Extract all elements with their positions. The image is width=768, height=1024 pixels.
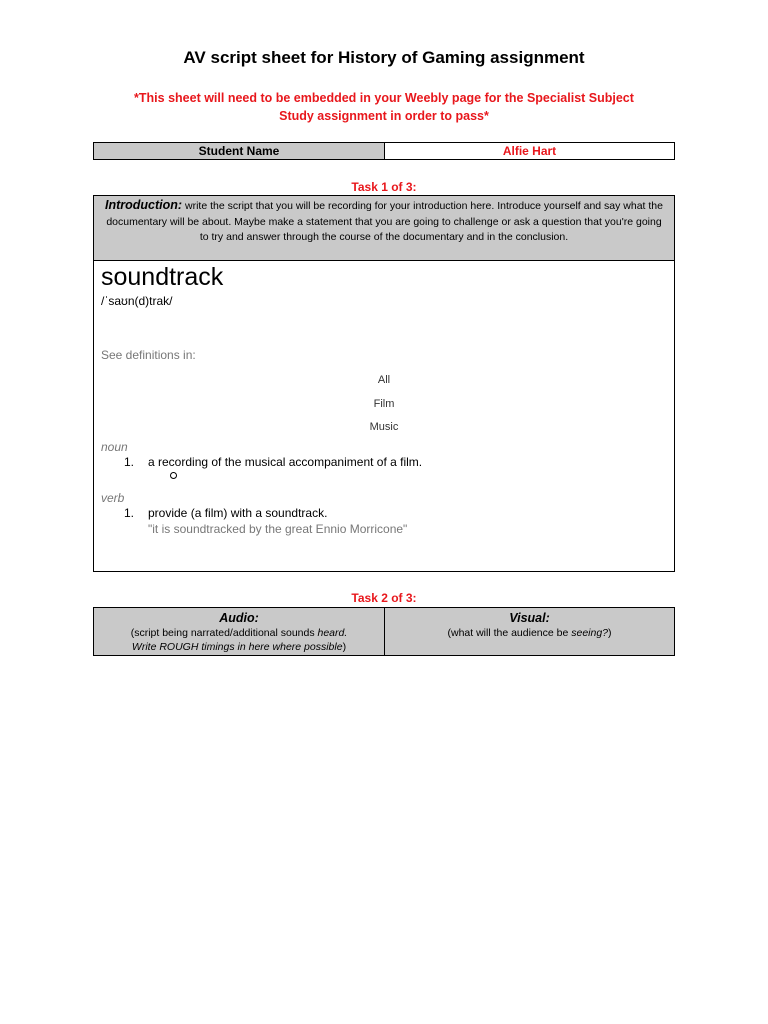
category-link-music[interactable]: Music	[369, 421, 399, 433]
category-link-film[interactable]: Film	[373, 398, 395, 410]
audio-visual-table	[93, 607, 675, 656]
task-1-heading: Task 1 of 3:	[351, 180, 417, 194]
audio-desc-heard: heard.	[317, 627, 348, 639]
audio-header: Audio:	[219, 611, 259, 625]
audio-desc-write: Write ROUGH	[131, 641, 202, 653]
noun-definition	[124, 455, 422, 469]
verb-definition-number: 1.	[124, 506, 135, 520]
see-definitions-label: See definitions in:	[101, 348, 196, 362]
category-link-all[interactable]: All	[377, 374, 391, 386]
student-name-table	[93, 142, 675, 160]
introduction-box	[93, 195, 675, 572]
visual-desc-close: )	[608, 627, 612, 639]
visual-header: Visual:	[509, 611, 550, 625]
bullet-circle-icon	[170, 472, 177, 479]
audio-description-line-1	[94, 626, 384, 640]
audio-desc-close: )	[342, 641, 347, 653]
audio-desc-text: (script being narrated/additional sounds	[130, 627, 318, 639]
student-name-value[interactable]: Alfie Hart	[502, 144, 557, 158]
visual-description	[385, 626, 674, 640]
noun-definition-number: 1.	[124, 455, 135, 469]
verb-definition-text: provide (a film) with a soundtrack.	[148, 506, 328, 520]
introduction-text: write the script that you will be recording for your introduction here. Introduce yourself and say what the documentary will be about. Maybe make a statement that you are going to challenge or ask a question that you're going to try and answer through the course of the documentary and in the conclusion.	[106, 200, 663, 243]
definition-phonetic: /ˈsaʊn(d)trak/	[101, 294, 173, 308]
verb-label: verb	[101, 491, 125, 505]
audio-desc-timings: timings	[201, 641, 235, 653]
introduction-instructions	[94, 196, 674, 261]
introduction-script-area[interactable]	[94, 261, 674, 571]
notice-line-2: Study assignment in order to pass*	[279, 109, 489, 123]
visual-column	[385, 608, 674, 655]
embed-notice	[100, 89, 668, 125]
page-title: AV script sheet for History of Gaming assignment	[183, 48, 585, 67]
introduction-label: Introduction:	[105, 198, 183, 212]
audio-desc-where: in here where possible	[234, 641, 343, 653]
audio-description-line-2	[94, 640, 384, 654]
verb-example: "it is soundtracked by the great Ennio Morricone"	[148, 522, 408, 536]
notice-line-1: *This sheet will need to be embedded in your Weebly page for the Specialist Subject	[134, 91, 634, 105]
visual-desc-seeing: seeing?	[571, 627, 609, 639]
noun-label: noun	[101, 440, 128, 454]
visual-desc-text: (what will the audience be	[447, 627, 572, 639]
noun-definition-text: a recording of the musical accompaniment of a film.	[148, 455, 423, 469]
task-2-heading: Task 2 of 3:	[351, 591, 417, 605]
definition-word: soundtrack	[101, 263, 224, 291]
audio-column	[94, 608, 385, 655]
student-name-label: Student Name	[94, 143, 385, 159]
verb-definition	[124, 506, 327, 520]
